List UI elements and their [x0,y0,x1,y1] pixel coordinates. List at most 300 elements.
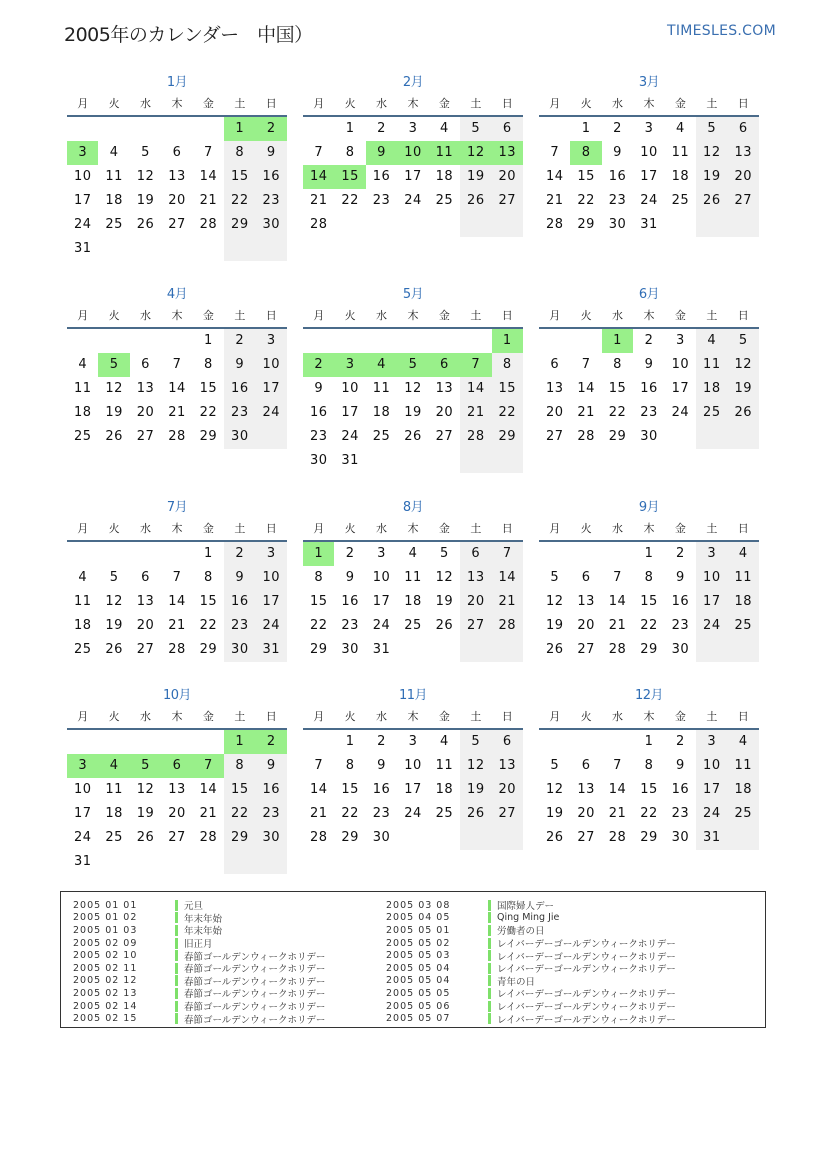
day-cell[interactable]: 21 [545,193,564,208]
day-cell[interactable]: 25 [435,193,454,208]
day-cell[interactable]: 3 [67,754,98,778]
day-cell[interactable]: 21 [168,618,186,633]
day-cell[interactable]: 10 [372,570,391,585]
day-cell[interactable]: 21 [492,590,523,614]
day-cell[interactable]: 18 [372,405,391,420]
day-cell[interactable]: 28 [577,429,595,444]
day-cell[interactable]: 23 [608,193,627,208]
day-cell[interactable]: 30 [640,429,658,444]
day-cell[interactable]: 3 [256,542,287,566]
day-cell[interactable]: 18 [404,594,422,609]
day-cell[interactable]: 12 [435,570,454,585]
day-cell[interactable]: 2 [676,734,685,749]
day-cell[interactable]: 15 [640,594,658,609]
day-cell[interactable]: 13 [577,782,595,797]
day-cell[interactable]: 4 [440,121,449,136]
day-cell[interactable]: 2 [256,117,287,141]
day-cell[interactable]: 20 [492,165,523,189]
day-cell[interactable]: 24 [256,401,287,425]
day-cell[interactable]: 19 [136,806,155,821]
day-cell[interactable]: 3 [334,353,365,377]
day-cell[interactable]: 3 [696,542,727,566]
day-cell[interactable]: 22 [199,618,218,633]
day-cell[interactable]: 22 [640,806,658,821]
day-cell[interactable]: 31 [341,453,359,468]
day-cell[interactable]: 8 [644,570,654,585]
day-cell[interactable]: 11 [105,782,123,797]
day-cell[interactable]: 13 [577,594,595,609]
day-cell[interactable]: 1 [644,734,654,749]
day-cell[interactable]: 9 [613,145,622,160]
day-cell[interactable]: 16 [608,169,627,184]
day-cell[interactable]: 23 [372,193,391,208]
day-cell[interactable]: 3 [644,121,654,136]
day-cell[interactable]: 27 [492,802,523,826]
day-cell[interactable]: 7 [550,145,560,160]
day-cell[interactable]: 13 [168,169,186,184]
day-cell[interactable]: 30 [671,642,690,657]
day-cell[interactable]: 13 [545,381,564,396]
day-cell[interactable]: 17 [256,377,287,401]
day-cell[interactable]: 22 [224,802,255,826]
day-cell[interactable]: 22 [577,193,595,208]
day-cell[interactable]: 25 [404,618,422,633]
day-cell[interactable]: 10 [73,169,92,184]
day-cell[interactable]: 12 [404,381,422,396]
day-cell[interactable]: 20 [168,806,186,821]
day-cell[interactable]: 21 [460,401,491,425]
day-cell[interactable]: 16 [224,377,255,401]
day-cell[interactable]: 16 [372,782,391,797]
day-cell[interactable]: 5 [109,570,119,585]
day-cell[interactable]: 2 [224,329,255,353]
day-cell[interactable]: 27 [728,189,759,213]
day-cell[interactable]: 11 [728,754,759,778]
day-cell[interactable]: 8 [570,141,601,165]
day-cell[interactable]: 11 [429,141,460,165]
day-cell[interactable]: 6 [492,730,523,754]
day-cell[interactable]: 10 [671,357,690,372]
day-cell[interactable]: 26 [105,429,123,444]
day-cell[interactable]: 8 [345,145,355,160]
day-cell[interactable]: 7 [172,357,182,372]
day-cell[interactable]: 29 [199,429,218,444]
day-cell[interactable]: 16 [256,165,287,189]
day-cell[interactable]: 18 [696,377,727,401]
day-cell[interactable]: 27 [577,830,595,845]
day-cell[interactable]: 13 [460,566,491,590]
day-cell[interactable]: 4 [408,546,418,561]
day-cell[interactable]: 7 [613,570,622,585]
day-cell[interactable]: 11 [728,566,759,590]
day-cell[interactable]: 8 [492,353,523,377]
day-cell[interactable]: 13 [492,141,523,165]
day-cell[interactable]: 23 [671,806,690,821]
day-cell[interactable]: 28 [460,425,491,449]
day-cell[interactable]: 30 [256,826,287,850]
day-cell[interactable]: 5 [98,353,129,377]
day-cell[interactable]: 12 [696,141,727,165]
day-cell[interactable]: 11 [671,145,690,160]
day-cell[interactable]: 1 [204,546,213,561]
day-cell[interactable]: 3 [408,121,418,136]
day-cell[interactable]: 3 [408,734,418,749]
day-cell[interactable]: 10 [73,782,92,797]
day-cell[interactable]: 21 [577,405,595,420]
day-cell[interactable]: 18 [105,193,123,208]
day-cell[interactable]: 9 [256,754,287,778]
day-cell[interactable]: 5 [550,758,560,773]
day-cell[interactable]: 7 [314,145,324,160]
day-cell[interactable]: 28 [309,217,328,232]
day-cell[interactable]: 24 [372,618,391,633]
day-cell[interactable]: 9 [377,758,386,773]
day-cell[interactable]: 14 [460,377,491,401]
day-cell[interactable]: 23 [256,802,287,826]
day-cell[interactable]: 6 [460,542,491,566]
day-cell[interactable]: 28 [168,642,186,657]
day-cell[interactable]: 2 [644,333,654,348]
day-cell[interactable]: 20 [492,778,523,802]
day-cell[interactable]: 19 [728,377,759,401]
day-cell[interactable]: 16 [309,405,328,420]
day-cell[interactable]: 23 [309,429,328,444]
day-cell[interactable]: 30 [224,638,255,662]
day-cell[interactable]: 8 [314,570,324,585]
day-cell[interactable]: 15 [640,782,658,797]
day-cell[interactable]: 26 [136,217,155,232]
day-cell[interactable]: 29 [224,826,255,850]
day-cell[interactable]: 24 [73,217,92,232]
day-cell[interactable]: 12 [136,782,155,797]
day-cell[interactable]: 12 [105,594,123,609]
day-cell[interactable]: 27 [168,830,186,845]
day-cell[interactable]: 18 [435,169,454,184]
day-cell[interactable]: 14 [168,594,186,609]
day-cell[interactable]: 20 [435,405,454,420]
day-cell[interactable]: 30 [224,425,255,449]
day-cell[interactable]: 9 [644,357,654,372]
day-cell[interactable]: 25 [728,614,759,638]
day-cell[interactable]: 12 [105,381,123,396]
day-cell[interactable]: 26 [460,189,491,213]
day-cell[interactable]: 14 [608,782,627,797]
day-cell[interactable]: 28 [492,614,523,638]
day-cell[interactable]: 6 [581,758,591,773]
day-cell[interactable]: 5 [696,117,727,141]
day-cell[interactable]: 20 [168,193,186,208]
day-cell[interactable]: 25 [372,429,391,444]
day-cell[interactable]: 9 [676,570,685,585]
day-cell[interactable]: 22 [341,193,359,208]
day-cell[interactable]: 10 [256,566,287,590]
day-cell[interactable]: 12 [545,782,564,797]
day-cell[interactable]: 27 [460,614,491,638]
day-cell[interactable]: 8 [345,758,355,773]
day-cell[interactable]: 5 [728,329,759,353]
day-cell[interactable]: 13 [136,594,155,609]
day-cell[interactable]: 19 [435,594,454,609]
day-cell[interactable]: 19 [545,618,564,633]
day-cell[interactable]: 2 [377,121,386,136]
day-cell[interactable]: 1 [303,542,334,566]
day-cell[interactable]: 7 [581,357,591,372]
day-cell[interactable]: 4 [366,353,397,377]
day-cell[interactable]: 15 [577,169,595,184]
day-cell[interactable]: 12 [460,754,491,778]
day-cell[interactable]: 19 [136,193,155,208]
day-cell[interactable]: 7 [314,758,324,773]
day-cell[interactable]: 25 [435,806,454,821]
day-cell[interactable]: 25 [105,217,123,232]
day-cell[interactable]: 18 [671,169,690,184]
day-cell[interactable]: 20 [136,618,155,633]
day-cell[interactable]: 12 [545,594,564,609]
day-cell[interactable]: 26 [545,830,564,845]
day-cell[interactable]: 27 [136,642,155,657]
day-cell[interactable]: 21 [309,806,328,821]
day-cell[interactable]: 18 [728,778,759,802]
day-cell[interactable]: 6 [728,117,759,141]
day-cell[interactable]: 20 [577,806,595,821]
day-cell[interactable]: 9 [676,758,685,773]
day-cell[interactable]: 17 [73,193,92,208]
day-cell[interactable]: 17 [696,778,727,802]
day-cell[interactable]: 9 [345,570,355,585]
day-cell[interactable]: 29 [224,213,255,237]
day-cell[interactable]: 26 [136,830,155,845]
day-cell[interactable]: 30 [341,642,359,657]
day-cell[interactable]: 26 [435,618,454,633]
day-cell[interactable]: 25 [671,193,690,208]
day-cell[interactable]: 17 [671,381,690,396]
day-cell[interactable]: 8 [224,141,255,165]
day-cell[interactable]: 4 [109,145,119,160]
day-cell[interactable]: 3 [67,141,98,165]
day-cell[interactable]: 6 [141,357,150,372]
day-cell[interactable]: 9 [256,141,287,165]
day-cell[interactable]: 29 [608,429,627,444]
day-cell[interactable]: 23 [372,806,391,821]
day-cell[interactable]: 26 [105,642,123,657]
day-cell[interactable]: 8 [613,357,622,372]
day-cell[interactable]: 28 [199,830,218,845]
day-cell[interactable]: 15 [492,377,523,401]
day-cell[interactable]: 2 [256,730,287,754]
day-cell[interactable]: 26 [545,642,564,657]
day-cell[interactable]: 28 [608,830,627,845]
day-cell[interactable]: 30 [372,830,391,845]
day-cell[interactable]: 2 [377,734,386,749]
day-cell[interactable]: 14 [492,566,523,590]
day-cell[interactable]: 23 [256,189,287,213]
day-cell[interactable]: 27 [545,429,564,444]
day-cell[interactable]: 4 [728,730,759,754]
day-cell[interactable]: 17 [341,405,359,420]
day-cell[interactable]: 17 [640,169,658,184]
day-cell[interactable]: 25 [105,830,123,845]
day-cell[interactable]: 21 [199,806,218,821]
day-cell[interactable]: 24 [404,193,422,208]
day-cell[interactable]: 24 [341,429,359,444]
day-cell[interactable]: 21 [168,405,186,420]
day-cell[interactable]: 22 [640,618,658,633]
day-cell[interactable]: 10 [640,145,658,160]
day-cell[interactable]: 24 [73,830,92,845]
day-cell[interactable]: 11 [696,353,727,377]
day-cell[interactable]: 13 [168,782,186,797]
day-cell[interactable]: 5 [397,353,428,377]
day-cell[interactable]: 5 [440,546,449,561]
day-cell[interactable]: 2 [303,353,334,377]
day-cell[interactable]: 28 [309,830,328,845]
day-cell[interactable]: 29 [640,830,658,845]
day-cell[interactable]: 25 [728,802,759,826]
day-cell[interactable]: 17 [404,169,422,184]
day-cell[interactable]: 3 [256,329,287,353]
day-cell[interactable]: 12 [460,141,491,165]
day-cell[interactable]: 13 [136,381,155,396]
day-cell[interactable]: 4 [98,754,129,778]
day-cell[interactable]: 31 [73,854,92,869]
day-cell[interactable]: 30 [256,213,287,237]
day-cell[interactable]: 18 [728,590,759,614]
day-cell[interactable]: 17 [256,590,287,614]
day-cell[interactable]: 23 [224,614,255,638]
day-cell[interactable]: 10 [404,758,422,773]
day-cell[interactable]: 24 [404,806,422,821]
day-cell[interactable]: 7 [613,758,622,773]
day-cell[interactable]: 11 [73,381,92,396]
day-cell[interactable]: 29 [577,217,595,232]
day-cell[interactable]: 10 [696,566,727,590]
day-cell[interactable]: 25 [696,401,727,425]
day-cell[interactable]: 26 [728,401,759,425]
day-cell[interactable]: 14 [309,782,328,797]
day-cell[interactable]: 19 [460,165,491,189]
day-cell[interactable]: 31 [256,638,287,662]
day-cell[interactable]: 14 [199,782,218,797]
day-cell[interactable]: 16 [224,590,255,614]
day-cell[interactable]: 18 [435,782,454,797]
day-cell[interactable]: 6 [429,353,460,377]
day-cell[interactable]: 7 [492,542,523,566]
day-cell[interactable]: 10 [341,381,359,396]
day-cell[interactable]: 7 [460,353,491,377]
day-cell[interactable]: 14 [303,165,334,189]
day-cell[interactable]: 16 [372,169,391,184]
day-cell[interactable]: 19 [105,405,123,420]
day-cell[interactable]: 13 [435,381,454,396]
day-cell[interactable]: 7 [172,570,182,585]
day-cell[interactable]: 9 [314,381,324,396]
day-cell[interactable]: 3 [676,333,685,348]
day-cell[interactable]: 21 [608,618,627,633]
day-cell[interactable]: 5 [550,570,560,585]
day-cell[interactable]: 24 [640,193,658,208]
day-cell[interactable]: 22 [341,806,359,821]
day-cell[interactable]: 23 [224,401,255,425]
day-cell[interactable]: 8 [204,570,213,585]
day-cell[interactable]: 13 [492,754,523,778]
day-cell[interactable]: 1 [644,546,654,561]
day-cell[interactable]: 20 [460,590,491,614]
day-cell[interactable]: 4 [78,357,88,372]
day-cell[interactable]: 6 [581,570,591,585]
day-cell[interactable]: 29 [341,830,359,845]
day-cell[interactable]: 31 [640,217,658,232]
day-cell[interactable]: 5 [141,145,150,160]
day-cell[interactable]: 27 [435,429,454,444]
day-cell[interactable]: 11 [404,570,422,585]
day-cell[interactable]: 1 [581,121,591,136]
day-cell[interactable]: 20 [136,405,155,420]
day-cell[interactable]: 24 [696,802,727,826]
day-cell[interactable]: 15 [224,165,255,189]
day-cell[interactable]: 1 [345,734,355,749]
day-cell[interactable]: 16 [640,381,658,396]
day-cell[interactable]: 15 [334,165,365,189]
day-cell[interactable]: 16 [341,594,359,609]
day-cell[interactable]: 7 [204,145,213,160]
day-cell[interactable]: 21 [608,806,627,821]
day-cell[interactable]: 14 [168,381,186,396]
day-cell[interactable]: 7 [193,754,224,778]
day-cell[interactable]: 30 [608,217,627,232]
day-cell[interactable]: 4 [440,734,449,749]
day-cell[interactable]: 17 [696,590,727,614]
day-cell[interactable]: 20 [577,618,595,633]
day-cell[interactable]: 31 [73,241,92,256]
day-cell[interactable]: 1 [204,333,213,348]
day-cell[interactable]: 14 [199,169,218,184]
day-cell[interactable]: 15 [224,778,255,802]
day-cell[interactable]: 2 [676,546,685,561]
day-cell[interactable]: 15 [309,594,328,609]
day-cell[interactable]: 2 [224,542,255,566]
day-cell[interactable]: 10 [256,353,287,377]
day-cell[interactable]: 5 [460,730,491,754]
day-cell[interactable]: 20 [728,165,759,189]
day-cell[interactable]: 4 [696,329,727,353]
day-cell[interactable]: 8 [644,758,654,773]
day-cell[interactable]: 26 [460,802,491,826]
day-cell[interactable]: 12 [728,353,759,377]
day-cell[interactable]: 22 [199,405,218,420]
day-cell[interactable]: 1 [224,730,255,754]
day-cell[interactable]: 9 [224,566,255,590]
day-cell[interactable]: 10 [696,754,727,778]
day-cell[interactable]: 4 [728,542,759,566]
day-cell[interactable]: 2 [613,121,622,136]
day-cell[interactable]: 5 [460,117,491,141]
day-cell[interactable]: 15 [341,782,359,797]
day-cell[interactable]: 9 [224,353,255,377]
day-cell[interactable]: 24 [256,614,287,638]
day-cell[interactable]: 15 [199,594,218,609]
day-cell[interactable]: 14 [577,381,595,396]
day-cell[interactable]: 6 [550,357,560,372]
day-cell[interactable]: 29 [309,642,328,657]
day-cell[interactable]: 13 [728,141,759,165]
day-cell[interactable]: 19 [545,806,564,821]
day-cell[interactable]: 29 [199,642,218,657]
day-cell[interactable]: 8 [204,357,213,372]
day-cell[interactable]: 18 [105,806,123,821]
day-cell[interactable]: 17 [73,806,92,821]
day-cell[interactable]: 15 [608,381,627,396]
day-cell[interactable]: 5 [130,754,161,778]
